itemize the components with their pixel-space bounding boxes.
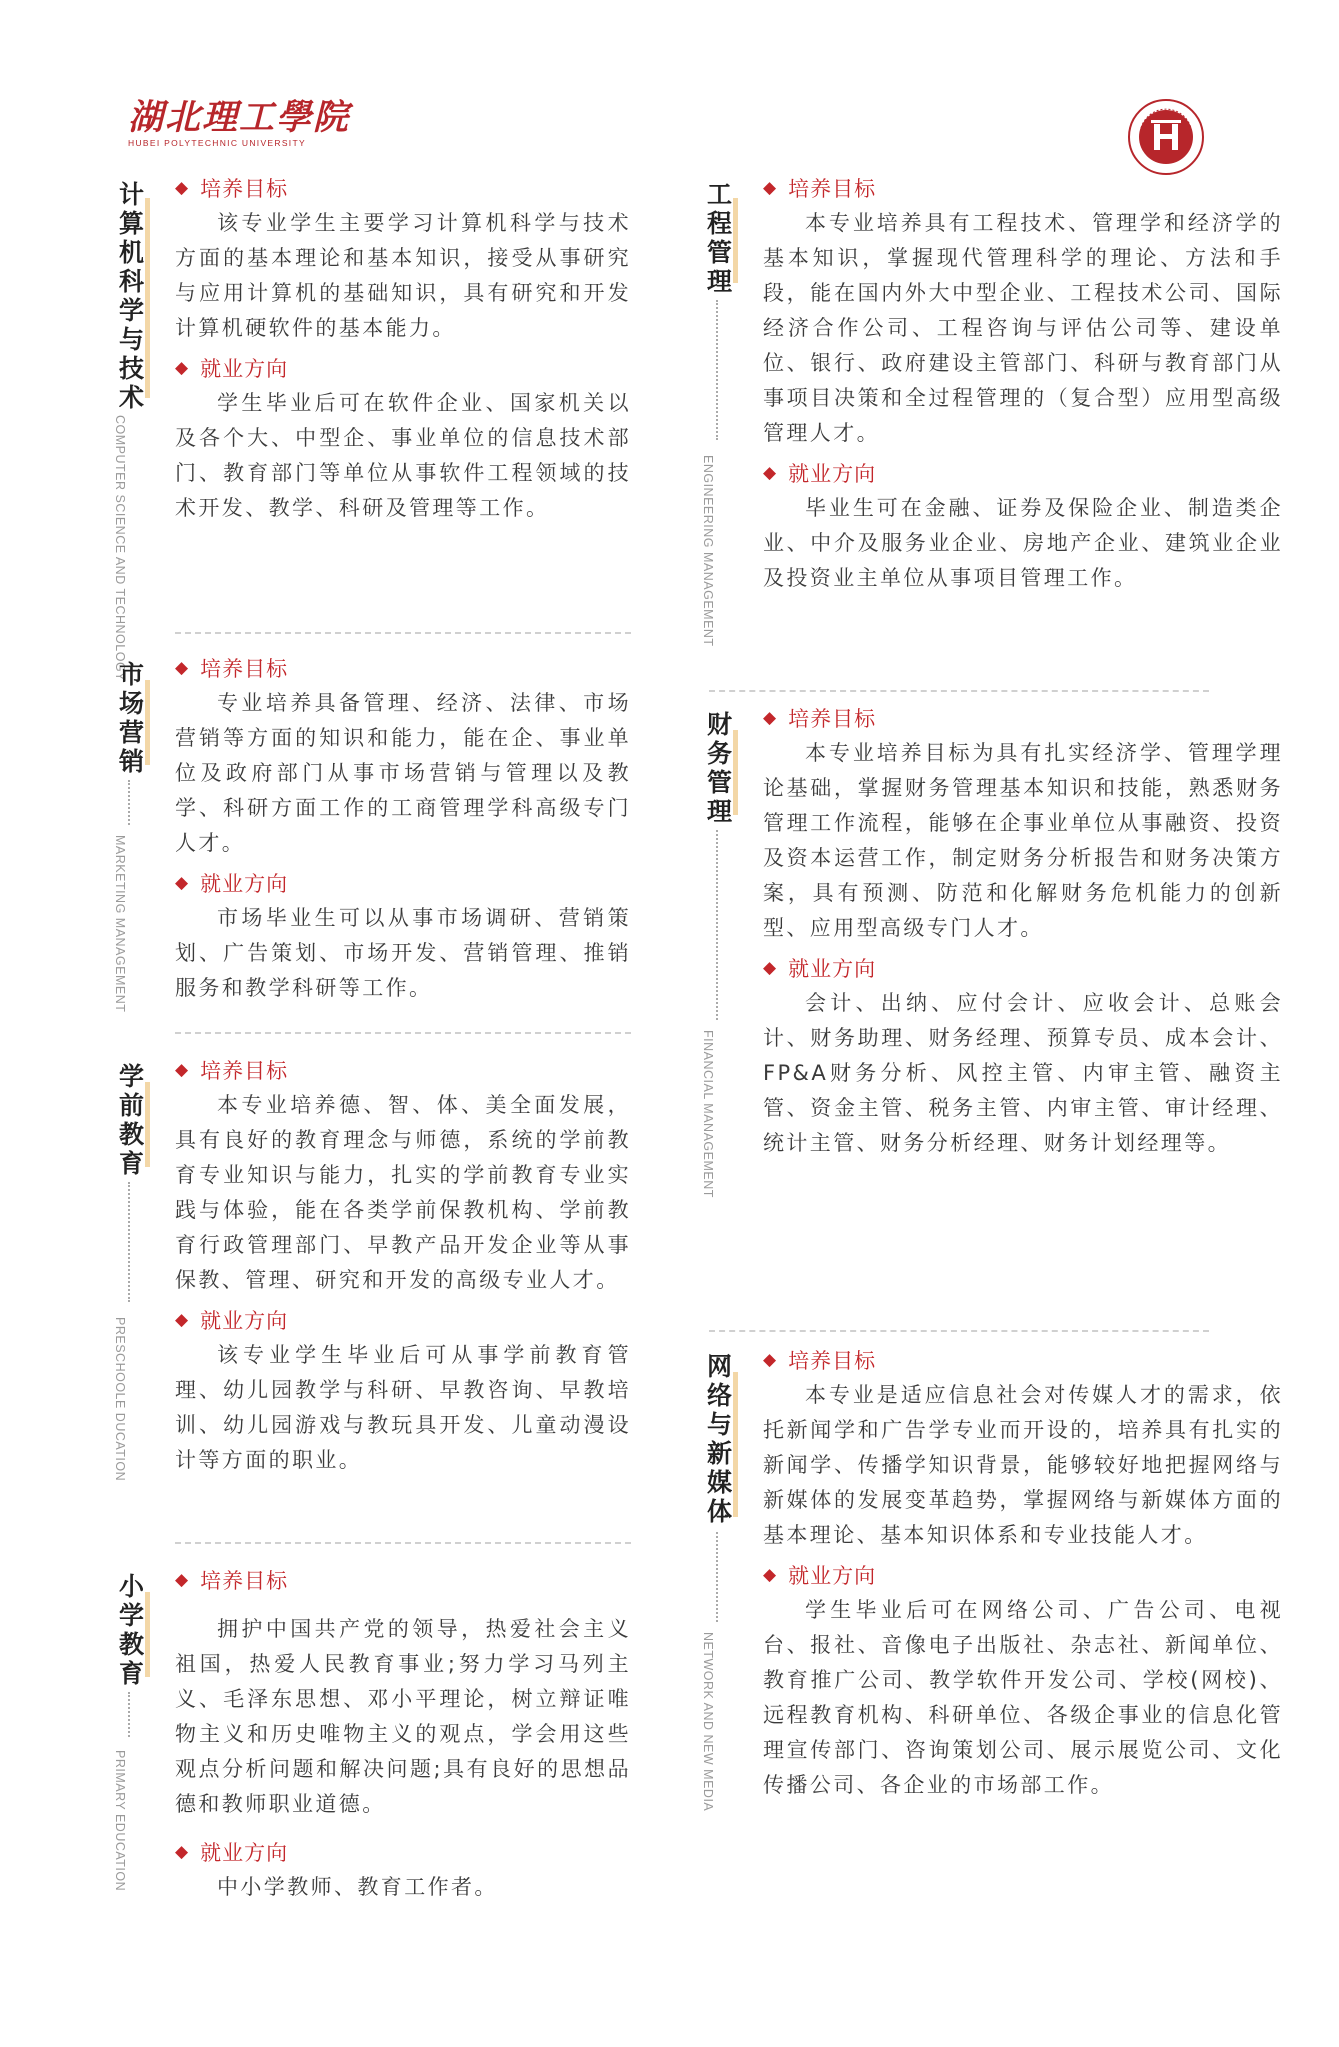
section-heading-goal — [175, 1562, 631, 1598]
career-text: 学生毕业后可在网络公司、广告公司、电视台、报社、音像电子出版社、杂志社、新闻单位、教育推广公司、教学软件开发公司、学校(网校)、远程教育机构、科研单位、各级企事业的信息化管理宣传部门、咨询策划公司、展示展览公司、文化传播公司、各企业的市场部工作。 — [763, 1598, 1283, 1797]
section-heading-goal — [763, 700, 1283, 736]
section-title: 就业方向 — [200, 357, 289, 381]
section-divider — [709, 690, 1209, 692]
title-accent-bar — [145, 198, 150, 398]
major-title: 学前教育 — [119, 1062, 145, 1178]
section-heading-career — [175, 1834, 631, 1870]
section-heading-career — [175, 865, 631, 901]
diamond-bullet-icon: ◆ — [763, 1565, 777, 1585]
major-title: 市场营销 — [119, 660, 145, 776]
major-english-title: MARKETING MANAGEMENT — [113, 835, 127, 1013]
major-english-title: PRESCHOOLE DUCATION — [113, 1317, 127, 1482]
title-accent-bar — [733, 1372, 738, 1517]
dotted-connector — [128, 1182, 130, 1302]
goal-text: 本专业培养德、智、体、美全面发展，具有良好的教育理念与师德，系统的学前教育专业知识与能力，扎实的学前教育专业实践与体验，能在各类学前保教机构、学前教育行政管理部门、早教产品开发企业等从事保教、管理、研究和开发的高级专业人才。 — [175, 1093, 631, 1292]
section-heading-career — [763, 950, 1283, 986]
title-accent-bar — [145, 680, 150, 765]
major-english-title: FINANCIAL MANAGEMENT — [701, 1030, 715, 1198]
career-text: 市场毕业生可以从事市场调研、营销策划、广告策划、市场开发、营销管理、推销服务和教学科研等工作。 — [175, 906, 631, 1000]
section-title: 就业方向 — [200, 1309, 289, 1333]
logo-english-name: HUBEI POLYTECHNIC UNIVERSITY — [128, 138, 306, 148]
diamond-bullet-icon: ◆ — [175, 1842, 189, 1862]
career-text: 毕业生可在金融、证券及保险企业、制造类企业、中介及服务业企业、房地产企业、建筑业企业及投资业主单位从事项目管理工作。 — [763, 496, 1283, 590]
title-accent-bar — [145, 1082, 150, 1167]
section-title: 就业方向 — [200, 1841, 289, 1865]
section-divider — [175, 632, 631, 634]
major-network-new-media — [699, 1342, 1283, 1982]
diamond-bullet-icon: ◆ — [763, 1350, 777, 1370]
goal-text: 本专业培养目标为具有扎实经济学、管理学理论基础，掌握财务管理基本知识和技能，熟悉财务管理工作流程，能够在企事业单位从事融资、投资及资本运营工作，制定财务分析报告和财务决策方案，具有预测、防范和化解财务危机能力的创新型、应用型高级专门人才。 — [763, 741, 1283, 940]
goal-text: 该专业学生主要学习计算机科学与技术方面的基本理论和基本知识，接受从事研究与应用计算机的基础知识，具有研究和开发计算机硬软件的基本能力。 — [175, 211, 631, 340]
dotted-connector — [716, 300, 718, 440]
goal-text: 本专业是适应信息社会对传媒人才的需求，依托新闻学和广告学专业而开设的，培养具有扎实的新闻学、传播学知识背景，能够较好地把握网络与新媒体的发展变革趋势，掌握网络与新媒体方面的基本理论、基本知识体系和专业技能人才。 — [763, 1383, 1283, 1547]
university-seal-icon — [1127, 98, 1205, 176]
major-computer-science — [111, 170, 631, 682]
goal-text: 专业培养具备管理、经济、法律、市场营销等方面的知识和能力，能在企、事业单位及政府部门从事市场营销与管理以及教学、科研方面工作的工商管理学科高级专门人才。 — [175, 691, 631, 855]
section-divider — [175, 1032, 631, 1034]
career-text: 会计、出纳、应付会计、应收会计、总账会计、财务助理、财务经理、预算专员、成本会计、FP&A财务分析、风控主管、内审主管、融资主管、资金主管、税务主管、内审主管、审计经理、统计主管、财务分析经理、财务计划经理等。 — [763, 991, 1283, 1155]
diamond-bullet-icon: ◆ — [763, 178, 777, 198]
major-title: 计算机科学与技术 — [119, 180, 145, 412]
section-heading-career — [763, 1557, 1283, 1593]
dotted-connector — [128, 1692, 130, 1737]
major-financial-management — [699, 700, 1283, 1300]
section-title: 培养目标 — [200, 1059, 289, 1083]
university-logo — [128, 97, 351, 152]
major-english-title: COMPUTER SCIENCE AND TECHNOLOGY — [113, 415, 127, 682]
logo-chinese-name: 湖北理工學院 — [128, 97, 351, 138]
title-accent-bar — [733, 198, 738, 283]
section-heading-goal — [175, 1052, 631, 1088]
section-title: 培养目标 — [788, 707, 877, 731]
diamond-bullet-icon: ◆ — [175, 873, 189, 893]
dotted-connector — [128, 780, 130, 825]
section-title: 培养目标 — [200, 657, 289, 681]
title-accent-bar — [145, 1592, 150, 1677]
goal-text: 本专业培养具有工程技术、管理学和经济学的基本知识，掌握现代管理科学的理论、方法和手段，能在国内外大中型企业、工程技术公司、国际经济合作公司、工程咨询与评估公司等、建设单位、银行、政府建设主管部门、科研与教育部门从事项目决策和全过程管理的（复合型）应用型高级管理人才。 — [763, 211, 1283, 445]
section-title: 就业方向 — [788, 462, 877, 486]
career-text: 中小学教师、教育工作者。 — [217, 1875, 498, 1899]
section-heading-career — [175, 350, 631, 386]
major-title: 小学教育 — [119, 1572, 145, 1688]
title-accent-bar — [733, 730, 738, 815]
section-title: 就业方向 — [200, 872, 289, 896]
section-divider — [175, 1542, 631, 1544]
section-heading-goal — [175, 650, 631, 686]
major-primary-education — [111, 1562, 631, 1962]
diamond-bullet-icon: ◆ — [175, 1310, 189, 1330]
diamond-bullet-icon: ◆ — [175, 658, 189, 678]
section-title: 培养目标 — [200, 177, 289, 201]
diamond-bullet-icon: ◆ — [763, 463, 777, 483]
major-engineering-management — [699, 170, 1283, 670]
major-english-title: NETWORK AND NEW MEDIA — [701, 1632, 715, 1812]
major-title: 网络与新媒体 — [707, 1352, 733, 1526]
diamond-bullet-icon: ◆ — [175, 1570, 189, 1590]
diamond-bullet-icon: ◆ — [175, 178, 189, 198]
section-heading-career — [175, 1302, 631, 1338]
section-title: 培养目标 — [200, 1569, 289, 1593]
section-heading-goal — [763, 170, 1283, 206]
diamond-bullet-icon: ◆ — [175, 358, 189, 378]
section-title: 培养目标 — [788, 1349, 877, 1373]
diamond-bullet-icon: ◆ — [763, 958, 777, 978]
section-heading-goal — [175, 170, 631, 206]
major-title: 财务管理 — [707, 710, 733, 826]
major-english-title: PRIMARY EDUCATION — [113, 1750, 127, 1892]
career-text: 该专业学生毕业后可从事学前教育管理、幼儿园教学与科研、早教咨询、早教培训、幼儿园游戏与教玩具开发、儿童动漫设计等方面的职业。 — [175, 1343, 631, 1472]
section-divider — [709, 1330, 1209, 1332]
major-preschool-education — [111, 1052, 631, 1502]
left-column — [111, 170, 631, 1899]
diamond-bullet-icon: ◆ — [763, 708, 777, 728]
career-text: 学生毕业后可在软件企业、国家机关以及各个大、中型企、事业单位的信息技术部门、教育部门等单位从事软件工程领域的技术开发、教学、科研及管理等工作。 — [175, 391, 631, 520]
goal-text: 拥护中国共产党的领导，热爱社会主义祖国，热爱人民教育事业;努力学习马列主义、毛泽东思想、邓小平理论，树立辩证唯物主义和历史唯物主义的观点，学会用这些观点分析问题和解决问题;具有良好的思想品德和教师职业道德。 — [175, 1617, 631, 1816]
section-title: 就业方向 — [788, 1564, 877, 1588]
section-heading-goal — [763, 1342, 1283, 1378]
major-marketing — [111, 650, 631, 1013]
major-english-title: ENGINEERING MANAGEMENT — [701, 455, 715, 647]
dotted-connector — [716, 830, 718, 1020]
dotted-connector — [716, 1532, 718, 1622]
section-title: 培养目标 — [788, 177, 877, 201]
section-heading-career — [763, 455, 1283, 491]
section-title: 就业方向 — [788, 957, 877, 981]
major-title: 工程管理 — [707, 180, 733, 296]
diamond-bullet-icon: ◆ — [175, 1060, 189, 1080]
